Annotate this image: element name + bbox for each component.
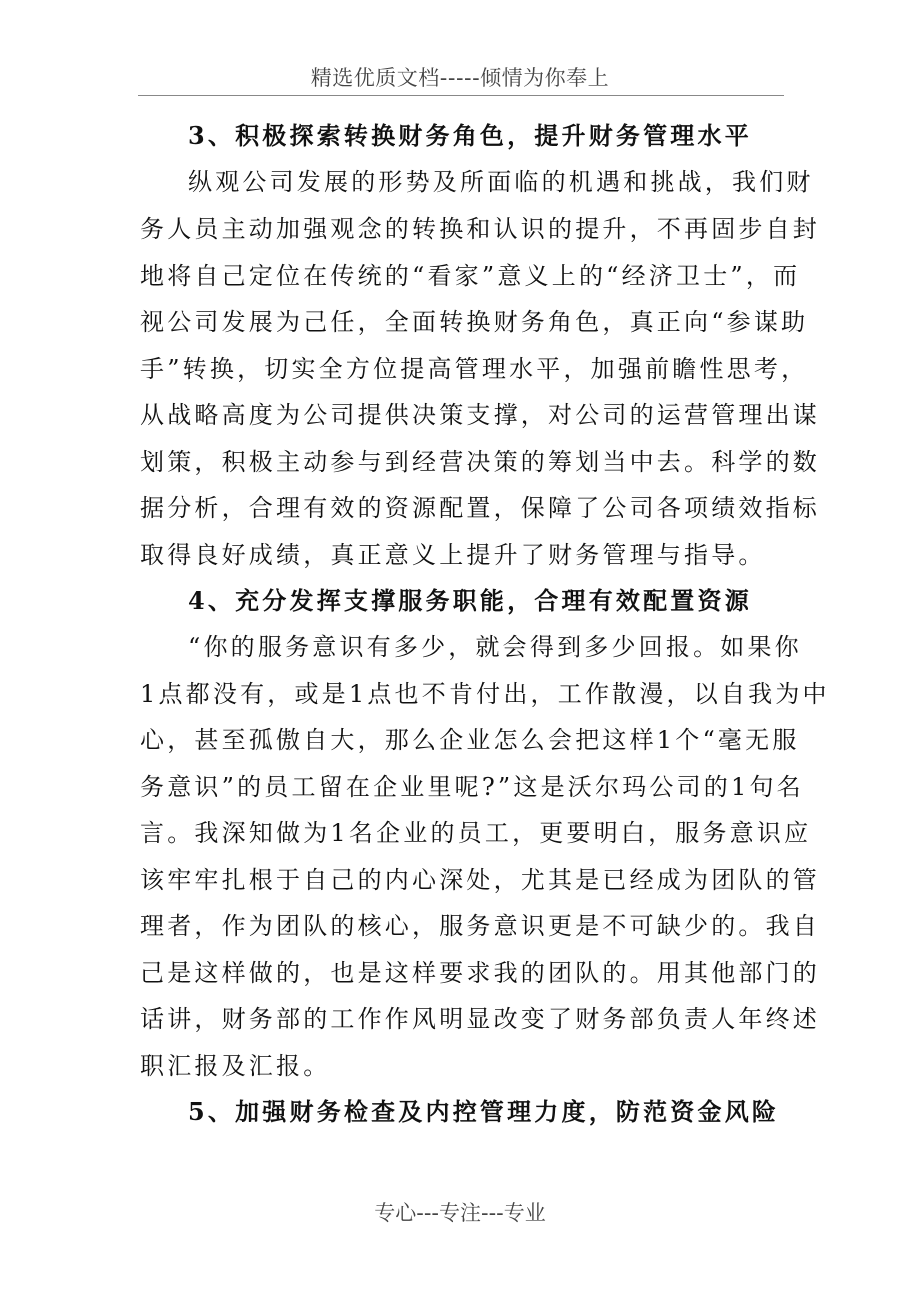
section-heading-3: 3、积极探索转换财务角色，提升财务管理水平	[188, 121, 752, 150]
paragraph-line: 手”转换，切实全方位提高管理水平，加强前瞻性思考，	[140, 355, 809, 383]
section-heading-4: 4、充分发挥支撑服务职能，合理有效配置资源	[188, 586, 752, 615]
header-divider	[138, 95, 784, 96]
paragraph-line: 己是这样做的，也是这样要求我的团队的。用其他部门的	[140, 959, 820, 987]
paragraph-line: 划策，积极主动参与到经营决策的筹划当中去。科学的数	[140, 448, 820, 476]
paragraph-line: 言。我深知做为1名企业的员工，更要明白，服务意识应	[140, 819, 812, 847]
paragraph-line: 据分析，合理有效的资源配置，保障了公司各项绩效指标	[140, 494, 820, 522]
paragraph-line: 务意识”的员工留在企业里呢?”这是沃尔玛公司的1句名	[140, 773, 804, 801]
paragraph-line: 视公司发展为己任，全面转换财务角色，真正向“参谋助	[140, 308, 809, 336]
paragraph-line: 该牢牢扎根于自己的内心深处，尤其是已经成为团队的管	[140, 866, 820, 894]
paragraph-line: 理者，作为团队的核心，服务意识更是不可缺少的。我自	[140, 912, 820, 940]
page-header: 精选优质文档-----倾情为你奉上	[310, 66, 610, 90]
paragraph-line: 从战略高度为公司提供决策支撑，对公司的运营管理出谋	[140, 401, 820, 429]
page-footer: 专心---专注---专业	[374, 1201, 546, 1225]
paragraph-line: 心，甚至孤傲自大，那么企业怎么会把这样1个“毫无服	[140, 726, 800, 754]
paragraph-line: 纵观公司发展的形势及所面临的机遇和挑战，我们财	[188, 168, 814, 196]
paragraph-line: 取得良好成绩，真正意义上提升了财务管理与指导。	[140, 541, 766, 569]
paragraph-line: 职汇报及汇报。	[140, 1052, 331, 1080]
paragraph-line: “你的服务意识有多少，就会得到多少回报。如果你	[188, 633, 802, 661]
paragraph-line: 话讲，财务部的工作作风明显改变了财务部负责人年终述	[140, 1005, 820, 1033]
paragraph-line: 1点都没有，或是1点也不肯付出，工作散漫，以自我为中	[140, 680, 830, 708]
paragraph-line: 地将自己定位在传统的“看家”意义上的“经济卫士”，而	[140, 262, 801, 290]
section-heading-5: 5、加强财务检查及内控管理力度，防范资金风险	[188, 1097, 780, 1126]
paragraph-line: 务人员主动加强观念的转换和认识的提升，不再固步自封	[140, 215, 820, 243]
